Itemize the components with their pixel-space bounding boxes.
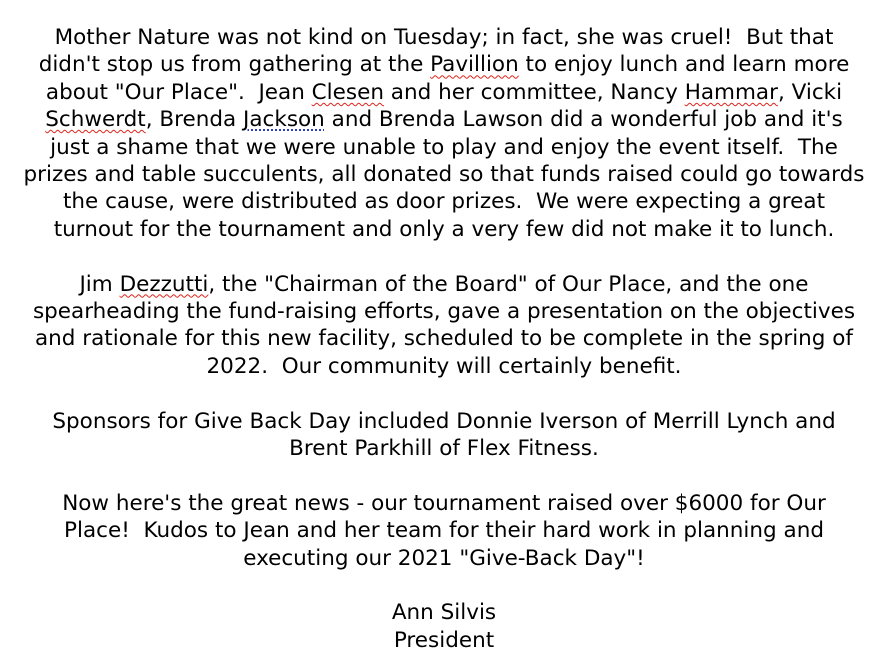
text-line — [0, 188, 888, 215]
text-run: spearheading the fund-raising efforts, gave a presentation on the objectives — [32, 299, 856, 325]
document-body — [0, 24, 888, 654]
text-line — [0, 435, 888, 462]
text-line — [0, 216, 888, 243]
text-line — [0, 517, 888, 544]
paragraph-list — [0, 24, 888, 572]
text-run: Brent Parkhill of Flex Fitness. — [289, 436, 599, 462]
spellcheck-flagged-word: Dezzutti — [119, 271, 209, 297]
text-run: the cause, were distributed as door prizes. We were expecting a great — [62, 189, 825, 215]
text-line — [0, 271, 888, 298]
text-line — [0, 490, 888, 517]
signature-block — [0, 599, 888, 654]
text-run: executing our 2021 "Give-Back Day"! — [243, 545, 645, 571]
text-run: , Vicki — [777, 79, 843, 105]
text-line — [0, 79, 888, 106]
text-run: didn't stop us from gathering at the — [38, 52, 431, 78]
text-run: prizes and table succulents, all donated so that funds raised could go towards — [23, 162, 865, 188]
text-run: Sponsors for Give Back Day included Donnie Iverson of Merrill Lynch and — [52, 408, 836, 434]
text-run: to enjoy lunch and learn more — [518, 52, 850, 78]
paragraph — [0, 408, 888, 463]
text-line — [0, 106, 888, 133]
text-line — [0, 408, 888, 435]
text-run: about "Our Place". Jean — [45, 79, 312, 105]
paragraph — [0, 24, 888, 243]
signature-name: Ann Silvis — [391, 600, 497, 626]
grammar-flagged-word: Jackson — [243, 107, 325, 133]
spellcheck-flagged-word: Schwerdt — [45, 107, 146, 133]
text-run: and Brenda Lawson did a wonderful job and it's — [324, 107, 843, 133]
paragraph — [0, 490, 888, 572]
spellcheck-flagged-word: Clesen — [311, 79, 384, 105]
text-line — [0, 298, 888, 325]
text-run: , Brenda — [145, 107, 244, 133]
text-run: 2022. Our community will certainly benefit. — [206, 353, 682, 379]
text-line — [0, 134, 888, 161]
paragraph — [0, 271, 888, 381]
text-run: and her committee, Nancy — [383, 79, 685, 105]
text-line — [0, 24, 888, 51]
text-run: turnout for the tournament and only a very few did not make it to lunch. — [53, 216, 835, 242]
spellcheck-flagged-word: Pavillion — [430, 52, 519, 78]
text-run: Place! Kudos to Jean and her team for their hard work in planning and — [64, 518, 824, 544]
text-run: just a shame that we were unable to play and enjoy the event itself. The — [50, 134, 838, 160]
text-line — [0, 51, 888, 78]
text-line — [0, 353, 888, 380]
text-run: Now here's the great news - our tournament raised over $6000 for Our — [62, 490, 826, 516]
text-run: Jim — [79, 271, 120, 297]
signature-title: President — [393, 627, 495, 653]
text-run: Mother Nature was not kind on Tuesday; in fact, she was cruel! But that — [54, 25, 834, 50]
text-line — [0, 325, 888, 352]
text-line — [0, 161, 888, 188]
text-run: , the "Chairman of the Board" of Our Place, and the one — [208, 271, 809, 297]
text-line — [0, 545, 888, 572]
spellcheck-flagged-word: Hammar — [684, 79, 778, 105]
text-run: and rationale for this new facility, scheduled to be complete in the spring of — [35, 326, 853, 352]
